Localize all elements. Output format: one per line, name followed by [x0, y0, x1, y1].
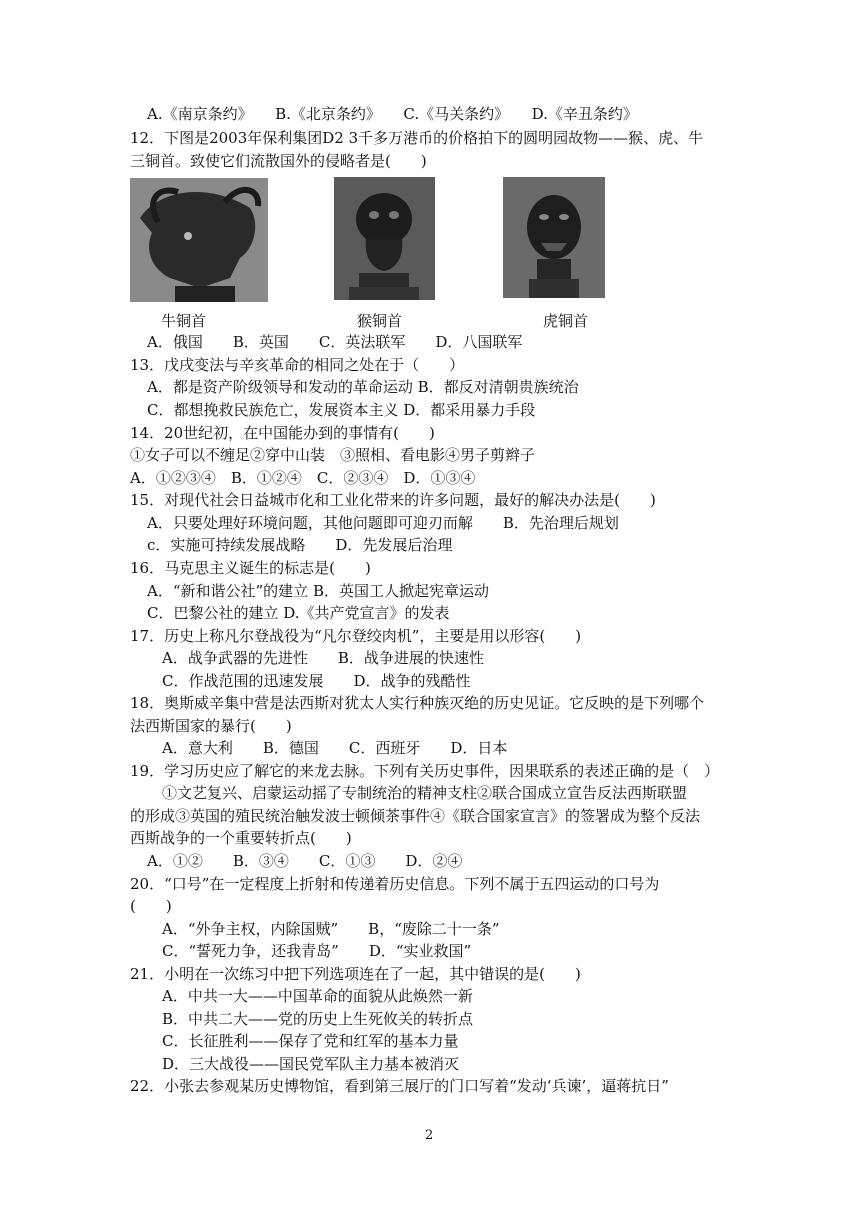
q17-stem: 17．历史上称凡尔登战役为“凡尔登绞肉机”，主要是用以形容( )	[130, 627, 582, 645]
monkey-head-caption: 猴铜首	[357, 312, 403, 330]
q19-stem: 19．学习历史应了解它的来龙去脉。下列有关历史事件，因果联系的表述正确的是（ ）	[130, 762, 720, 780]
q19-items-line2: 的形成③英国的殖民统治触发波士顿倾茶事件④《联合国家宣言》的签署成为整个反法	[130, 807, 701, 825]
q21-option-c: C．长征胜利——保存了党和红军的基本力量	[162, 1032, 459, 1050]
q16-options-cd: C．巴黎公社的建立 D.《共产党宣言》的发表	[147, 604, 450, 622]
monkey-head-photo	[334, 177, 435, 300]
q20-stem-line1: 20．“口号”在一定程度上折射和传递着历史信息。下列不属于五四运动的口号为	[130, 875, 660, 893]
q12-options: A．俄国 B．英国 C．英法联军 D．八国联军	[147, 333, 523, 351]
q14-items: ①女子可以不缠足②穿中山装 ③照相、看电影④男子剪辫子	[130, 446, 536, 464]
q21-option-a: A．中共一大——中国革命的面貌从此焕然一新	[162, 987, 473, 1005]
q21-option-b: B．中共二大——党的历史上生死攸关的转折点	[162, 1010, 474, 1028]
q18-options: A．意大利 B．德国 C．西班牙 D．日本	[162, 739, 508, 757]
q15-options-ab: A．只要处理好环境问题，其他问题即可迎刃而解 B．先治理后规划	[147, 514, 619, 532]
q16-stem: 16．马克思主义诞生的标志是( )	[130, 559, 371, 577]
q16-options-ab: A．“新和谐公社”的建立 B．英国工人掀起宪章运动	[147, 582, 489, 600]
q20-options-cd: C．“誓死力争，还我青岛” D．“实业救国”	[162, 942, 472, 960]
q15-options-cd: c．实施可持续发展战略 D．先发展后治理	[147, 536, 453, 554]
q20-stem-line2: ( )	[130, 897, 172, 915]
tiger-head-caption: 虎铜首	[543, 312, 589, 330]
q12-stem-line2: 三铜首。致使它们流散国外的侵略者是( )	[130, 152, 427, 170]
q13-options-ab: A．都是资产阶级领导和发动的革命运动 B．都反对清朝贵族统治	[147, 378, 579, 396]
q14-stem: 14．20世纪初，在中国能办到的事情有( )	[130, 424, 435, 442]
q14-options: A．①②③④ B．①②④ C．②③④ D．①③④	[130, 469, 476, 487]
q18-stem-line2: 法西斯国家的暴行( )	[130, 717, 292, 735]
q17-options-cd: C．作战范围的迅速发展 D．战争的残酷性	[162, 672, 471, 690]
q13-options-cd: C．都想挽救民族危亡，发展资本主义 D．都采用暴力手段	[147, 401, 536, 419]
ox-head-caption: 牛铜首	[161, 312, 207, 330]
q17-options-ab: A．战争武器的先进性 B．战争进展的快速性	[162, 649, 484, 667]
q13-stem: 13．戊戌变法与辛亥革命的相同之处在于（ ）	[130, 356, 465, 374]
q20-options-ab: A．“外争主权，内除国贼” B，“废除二十一条”	[162, 920, 500, 938]
q19-options: A．①② B．③④ C．①③ D．②④	[147, 852, 463, 870]
q21-option-d: D．三大战役——国民党军队主力基本被消灭	[162, 1055, 460, 1073]
q11-options: A.《南京条约》 B.《北京条约》 C.《马关条约》 D.《辛丑条约》	[147, 105, 638, 123]
tiger-head-photo	[503, 177, 605, 298]
page-number: 2	[425, 1128, 434, 1143]
q21-stem: 21．小明在一次练习中把下列选项连在了一起，其中错误的是( )	[130, 965, 581, 983]
q22-stem: 22．小张去参观某历史博物馆，看到第三展厅的门口写着“发动‘兵谏’，逼蒋抗日”	[130, 1077, 669, 1095]
q12-stem-line1: 12．下图是2003年保利集团D2 3千多万港币的价格拍下的圆明园故物——猴、虎、牛	[130, 129, 704, 147]
q18-stem-line1: 18．奥斯威辛集中营是法西斯对犹太人实行种族灭绝的历史见证。它反映的是下列哪个	[130, 694, 705, 712]
q19-items-line1: ①文艺复兴、启蒙运动摇了专制统治的精神支柱②联合国成立宣告反法西斯联盟	[162, 784, 688, 802]
ox-head-photo	[130, 178, 268, 302]
q15-stem: 15．对现代社会日益城市化和工业化带来的许多问题，最好的解决办法是( )	[130, 491, 656, 509]
q19-items-line3: 西斯战争的一个重要转折点( )	[130, 829, 352, 847]
